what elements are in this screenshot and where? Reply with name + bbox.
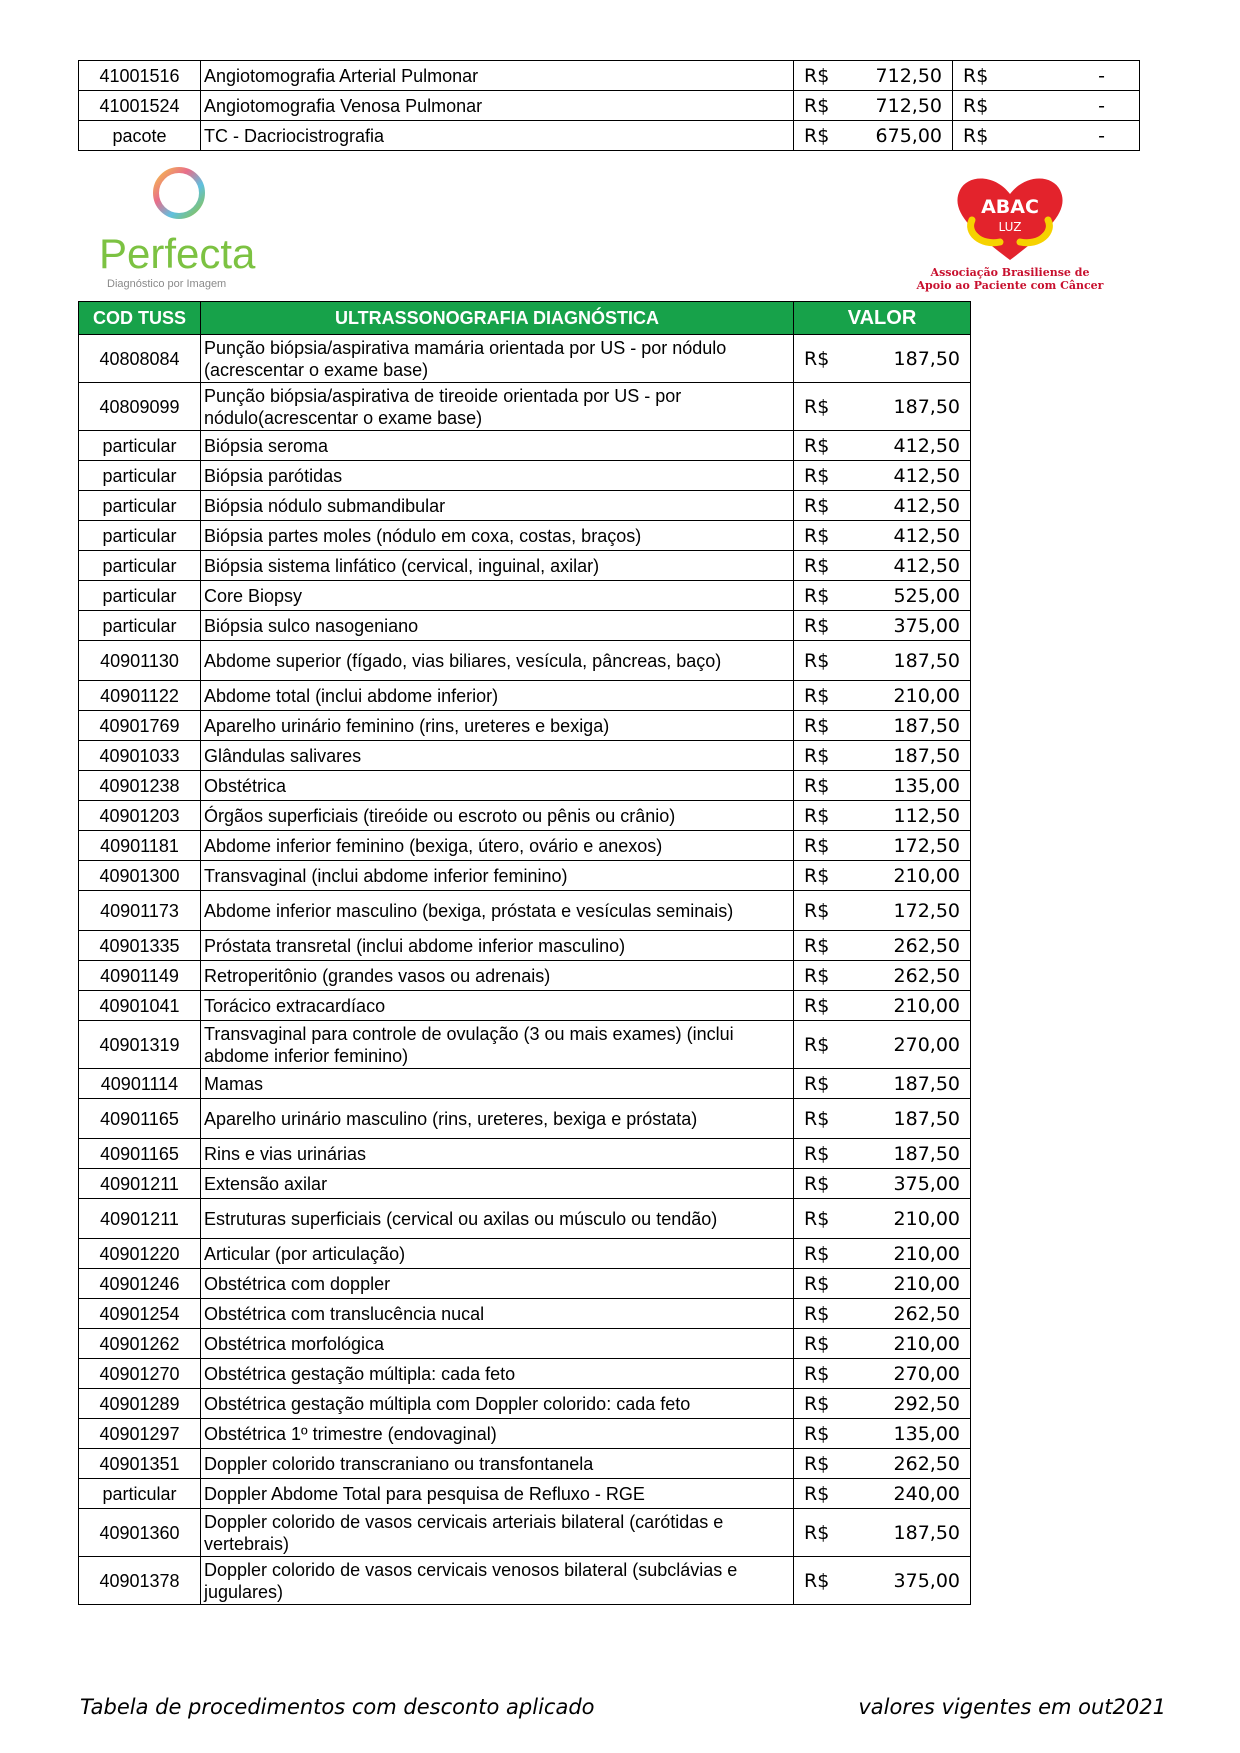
- value-cell: 712,50: [854, 91, 953, 121]
- abac-line2: Apoio ao Paciente com Câncer: [916, 279, 1104, 292]
- code-cell: pacote: [79, 121, 201, 151]
- code-cell: particular: [79, 461, 201, 491]
- description-cell: Obstétrica gestação múltipla: cada feto: [201, 1359, 794, 1389]
- description-cell: Biópsia seroma: [201, 431, 794, 461]
- table-header-row: [79, 302, 971, 335]
- code-cell: 40808084: [79, 335, 201, 383]
- description-cell: Torácico extracardíaco: [201, 991, 794, 1021]
- value-cell: 135,00: [854, 1419, 971, 1449]
- table-row: [79, 1021, 971, 1069]
- table-row: [79, 611, 971, 641]
- code-cell: 40901297: [79, 1419, 201, 1449]
- currency-cell: R$: [794, 91, 854, 121]
- code-cell: 40901211: [79, 1199, 201, 1239]
- code-cell: 40809099: [79, 383, 201, 431]
- abac-line1: Associação Brasiliense de: [930, 266, 1090, 279]
- description-cell: Extensão axilar: [201, 1169, 794, 1199]
- value-cell: 240,00: [854, 1479, 971, 1509]
- table-row: [79, 431, 971, 461]
- currency-cell: R$: [794, 931, 854, 961]
- currency-cell: R$: [794, 641, 854, 681]
- code-cell: 40901351: [79, 1449, 201, 1479]
- currency-cell: R$: [794, 1269, 854, 1299]
- currency-cell: R$: [794, 1239, 854, 1269]
- description-cell: Aparelho urinário masculino (rins, ureteres, bexiga e próstata): [201, 1099, 794, 1139]
- table-row: [79, 335, 971, 383]
- description-cell: Obstétrica gestação múltipla com Doppler colorido: cada feto: [201, 1389, 794, 1419]
- code-cell: 40901289: [79, 1389, 201, 1419]
- code-cell: particular: [79, 521, 201, 551]
- value-cell: 210,00: [854, 1199, 971, 1239]
- table-row: [79, 861, 971, 891]
- description-cell: Angiotomografia Venosa Pulmonar: [201, 91, 794, 121]
- value-cell: 210,00: [854, 1329, 971, 1359]
- code-cell: 40901360: [79, 1509, 201, 1557]
- currency-cell: R$: [794, 1449, 854, 1479]
- perfecta-tagline: Diagnóstico por Imagem: [107, 278, 227, 290]
- table-row: [79, 641, 971, 681]
- currency-cell: R$: [794, 61, 854, 91]
- currency-cell: R$: [794, 521, 854, 551]
- currency-cell: R$: [794, 961, 854, 991]
- code-cell: 40901165: [79, 1139, 201, 1169]
- value-cell: 187,50: [854, 383, 971, 431]
- abac-heart-icon: [910, 168, 1110, 298]
- table-row: [79, 1557, 971, 1605]
- table-row: [79, 681, 971, 711]
- value-cell: 210,00: [854, 861, 971, 891]
- description-cell: Doppler colorido de vasos cervicais venosos bilateral (subclávias e jugulares): [201, 1557, 794, 1605]
- table-row: [79, 961, 971, 991]
- code-cell: 40901173: [79, 891, 201, 931]
- value-cell-2: -: [1013, 121, 1140, 151]
- code-cell: 40901262: [79, 1329, 201, 1359]
- currency-cell: R$: [794, 1199, 854, 1239]
- value-cell: 187,50: [854, 1139, 971, 1169]
- currency-cell: R$: [794, 1359, 854, 1389]
- description-cell: Retroperitônio (grandes vasos ou adrenais): [201, 961, 794, 991]
- currency-cell: R$: [794, 1389, 854, 1419]
- value-cell: 187,50: [854, 641, 971, 681]
- currency-cell: R$: [794, 431, 854, 461]
- code-cell: 40901238: [79, 771, 201, 801]
- description-cell: Estruturas superficiais (cervical ou axilas ou músculo ou tendão): [201, 1199, 794, 1239]
- value-cell: 262,50: [854, 961, 971, 991]
- currency-cell-2: R$: [953, 61, 1013, 91]
- value-cell-2: -: [1013, 61, 1140, 91]
- value-cell: 187,50: [854, 1099, 971, 1139]
- table-row: [79, 891, 971, 931]
- value-cell: 172,50: [854, 891, 971, 931]
- top-procedures-table: [78, 60, 1140, 151]
- description-cell: Próstata transretal (inclui abdome inferior masculino): [201, 931, 794, 961]
- description-cell: Abdome inferior feminino (bexiga, útero, ovário e anexos): [201, 831, 794, 861]
- description-cell: Transvaginal para controle de ovulação (3 ou mais exames) (inclui abdome inferior feminino): [201, 1021, 794, 1069]
- description-cell: Punção biópsia/aspirativa mamária orientada por US - por nódulo (acrescentar o exame base): [201, 335, 794, 383]
- code-cell: particular: [79, 1479, 201, 1509]
- value-cell: 210,00: [854, 681, 971, 711]
- abac-sub: LUZ: [998, 220, 1022, 234]
- table-row: [79, 1099, 971, 1139]
- value-cell: 675,00: [854, 121, 953, 151]
- currency-cell: R$: [794, 383, 854, 431]
- currency-cell: R$: [794, 551, 854, 581]
- value-cell: 210,00: [854, 1269, 971, 1299]
- table-row: [79, 931, 971, 961]
- description-cell: Obstétrica com translucência nucal: [201, 1299, 794, 1329]
- value-cell: 187,50: [854, 741, 971, 771]
- value-cell: 262,50: [854, 931, 971, 961]
- currency-cell: R$: [794, 1419, 854, 1449]
- description-cell: Rins e vias urinárias: [201, 1139, 794, 1169]
- value-cell: 412,50: [854, 461, 971, 491]
- description-cell: Abdome inferior masculino (bexiga, próstata e vesículas seminais): [201, 891, 794, 931]
- description-cell: Articular (por articulação): [201, 1239, 794, 1269]
- table-row: [79, 801, 971, 831]
- value-cell: 210,00: [854, 1239, 971, 1269]
- code-cell: 40901254: [79, 1299, 201, 1329]
- currency-cell: R$: [794, 1329, 854, 1359]
- value-cell: 187,50: [854, 335, 971, 383]
- code-cell: 40901319: [79, 1021, 201, 1069]
- value-cell: 210,00: [854, 991, 971, 1021]
- perfecta-ring-icon: [95, 163, 265, 293]
- description-cell: Abdome total (inclui abdome inferior): [201, 681, 794, 711]
- table-row: [79, 1449, 971, 1479]
- currency-cell: R$: [794, 335, 854, 383]
- code-cell: 40901211: [79, 1169, 201, 1199]
- table-row: [79, 1269, 971, 1299]
- header-description: ULTRASSONOGRAFIA DIAGNÓSTICA: [201, 302, 794, 335]
- currency-cell: R$: [794, 461, 854, 491]
- table-row: [79, 461, 971, 491]
- value-cell: 412,50: [854, 491, 971, 521]
- currency-cell: R$: [794, 1021, 854, 1069]
- code-cell: particular: [79, 431, 201, 461]
- code-cell: particular: [79, 581, 201, 611]
- value-cell: 292,50: [854, 1389, 971, 1419]
- value-cell: 262,50: [854, 1449, 971, 1479]
- table-row: [79, 1239, 971, 1269]
- code-cell: particular: [79, 551, 201, 581]
- value-cell: 187,50: [854, 1069, 971, 1099]
- table-row: [79, 1169, 971, 1199]
- value-cell: 375,00: [854, 1169, 971, 1199]
- table-row: [79, 1069, 971, 1099]
- table-row: [79, 61, 1140, 91]
- code-cell: 41001524: [79, 91, 201, 121]
- value-cell-2: -: [1013, 91, 1140, 121]
- table-row: [79, 1299, 971, 1329]
- code-cell: 40901378: [79, 1557, 201, 1605]
- currency-cell: R$: [794, 1099, 854, 1139]
- header-value: VALOR: [794, 302, 971, 335]
- description-cell: TC - Dacriocistrografia: [201, 121, 794, 151]
- code-cell: 40901246: [79, 1269, 201, 1299]
- description-cell: Doppler colorido transcraniano ou transfontanela: [201, 1449, 794, 1479]
- code-cell: 40901300: [79, 861, 201, 891]
- table-row: [79, 1199, 971, 1239]
- description-cell: Obstétrica: [201, 771, 794, 801]
- description-cell: Biópsia partes moles (nódulo em coxa, costas, braços): [201, 521, 794, 551]
- currency-cell: R$: [794, 991, 854, 1021]
- table-row: [79, 121, 1140, 151]
- currency-cell: R$: [794, 121, 854, 151]
- table-row: [79, 1389, 971, 1419]
- description-cell: Obstétrica 1º trimestre (endovaginal): [201, 1419, 794, 1449]
- value-cell: 712,50: [854, 61, 953, 91]
- table-row: [79, 991, 971, 1021]
- code-cell: particular: [79, 491, 201, 521]
- description-cell: Obstétrica com doppler: [201, 1269, 794, 1299]
- table-row: [79, 711, 971, 741]
- code-cell: 40901335: [79, 931, 201, 961]
- currency-cell: R$: [794, 711, 854, 741]
- value-cell: 262,50: [854, 1299, 971, 1329]
- description-cell: Core Biopsy: [201, 581, 794, 611]
- value-cell: 270,00: [854, 1021, 971, 1069]
- table-row: [79, 771, 971, 801]
- table-row: [79, 91, 1140, 121]
- currency-cell: R$: [794, 611, 854, 641]
- currency-cell: R$: [794, 801, 854, 831]
- code-cell: 40901122: [79, 681, 201, 711]
- currency-cell-2: R$: [953, 91, 1013, 121]
- description-cell: Punção biópsia/aspirativa de tireoide orientada por US - por nódulo(acrescentar o exame base): [201, 383, 794, 431]
- description-cell: Glândulas salivares: [201, 741, 794, 771]
- description-cell: Doppler colorido de vasos cervicais arteriais bilateral (carótidas e vertebrais): [201, 1509, 794, 1557]
- table-row: [79, 741, 971, 771]
- code-cell: 40901130: [79, 641, 201, 681]
- table-row: [79, 1139, 971, 1169]
- code-cell: 40901270: [79, 1359, 201, 1389]
- table-row: [79, 1509, 971, 1557]
- code-cell: 40901165: [79, 1099, 201, 1139]
- code-cell: 40901041: [79, 991, 201, 1021]
- value-cell: 525,00: [854, 581, 971, 611]
- currency-cell: R$: [794, 1299, 854, 1329]
- currency-cell: R$: [794, 1509, 854, 1557]
- description-cell: Transvaginal (inclui abdome inferior feminino): [201, 861, 794, 891]
- table-row: [79, 1359, 971, 1389]
- table-row: [79, 521, 971, 551]
- value-cell: 135,00: [854, 771, 971, 801]
- table-row: [79, 551, 971, 581]
- code-cell: 40901033: [79, 741, 201, 771]
- description-cell: Biópsia sistema linfático (cervical, inguinal, axilar): [201, 551, 794, 581]
- currency-cell: R$: [794, 1139, 854, 1169]
- value-cell: 172,50: [854, 831, 971, 861]
- code-cell: particular: [79, 611, 201, 641]
- table-row: [79, 1329, 971, 1359]
- table-row: [79, 581, 971, 611]
- currency-cell: R$: [794, 771, 854, 801]
- abac-logo: [910, 168, 1110, 298]
- currency-cell: R$: [794, 491, 854, 521]
- currency-cell: R$: [794, 681, 854, 711]
- perfecta-name: Perfecta: [99, 230, 256, 277]
- description-cell: Doppler Abdome Total para pesquisa de Refluxo - RGE: [201, 1479, 794, 1509]
- currency-cell-2: R$: [953, 121, 1013, 151]
- code-cell: 40901203: [79, 801, 201, 831]
- description-cell: Obstétrica morfológica: [201, 1329, 794, 1359]
- code-cell: 40901114: [79, 1069, 201, 1099]
- currency-cell: R$: [794, 1479, 854, 1509]
- description-cell: Aparelho urinário feminino (rins, ureteres e bexiga): [201, 711, 794, 741]
- currency-cell: R$: [794, 861, 854, 891]
- description-cell: Biópsia sulco nasogeniano: [201, 611, 794, 641]
- code-cell: 40901220: [79, 1239, 201, 1269]
- value-cell: 375,00: [854, 1557, 971, 1605]
- description-cell: Biópsia nódulo submandibular: [201, 491, 794, 521]
- code-cell: 40901769: [79, 711, 201, 741]
- table-row: [79, 383, 971, 431]
- code-cell: 41001516: [79, 61, 201, 91]
- ultrasound-procedures-table: [78, 301, 971, 1605]
- value-cell: 112,50: [854, 801, 971, 831]
- currency-cell: R$: [794, 741, 854, 771]
- description-cell: Abdome superior (fígado, vias biliares, vesícula, pâncreas, baço): [201, 641, 794, 681]
- value-cell: 375,00: [854, 611, 971, 641]
- currency-cell: R$: [794, 831, 854, 861]
- currency-cell: R$: [794, 581, 854, 611]
- table-row: [79, 491, 971, 521]
- footer-note: Tabela de procedimentos com desconto aplicado: [80, 1695, 595, 1719]
- footer-validity: valores vigentes em out2021: [858, 1695, 1166, 1719]
- description-cell: Biópsia parótidas: [201, 461, 794, 491]
- value-cell: 412,50: [854, 521, 971, 551]
- table-row: [79, 1419, 971, 1449]
- value-cell: 187,50: [854, 1509, 971, 1557]
- value-cell: 412,50: [854, 551, 971, 581]
- currency-cell: R$: [794, 1169, 854, 1199]
- abac-name: ABAC: [981, 196, 1039, 218]
- currency-cell: R$: [794, 891, 854, 931]
- code-cell: 40901149: [79, 961, 201, 991]
- header-code: COD TUSS: [79, 302, 201, 335]
- description-cell: Mamas: [201, 1069, 794, 1099]
- description-cell: Angiotomografia Arterial Pulmonar: [201, 61, 794, 91]
- value-cell: 187,50: [854, 711, 971, 741]
- currency-cell: R$: [794, 1069, 854, 1099]
- table-row: [79, 1479, 971, 1509]
- value-cell: 270,00: [854, 1359, 971, 1389]
- currency-cell: R$: [794, 1557, 854, 1605]
- value-cell: 412,50: [854, 431, 971, 461]
- table-row: [79, 831, 971, 861]
- perfecta-logo: [95, 163, 265, 293]
- code-cell: 40901181: [79, 831, 201, 861]
- description-cell: Órgãos superficiais (tireóide ou escroto ou pênis ou crânio): [201, 801, 794, 831]
